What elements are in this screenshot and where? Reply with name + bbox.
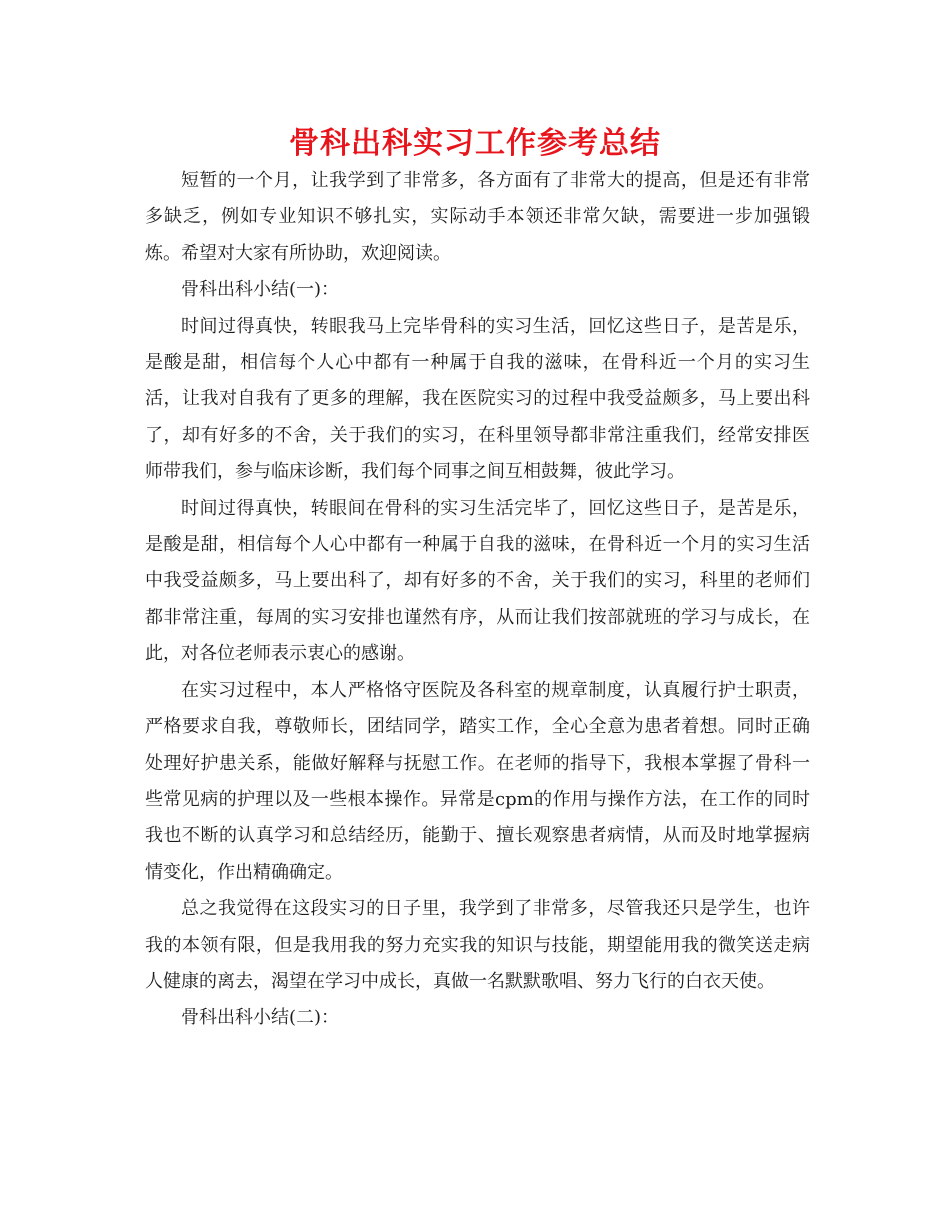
intro-paragraph: 短暂的一个月，让我学到了非常多，各方面有了非常大的提高，但是还有非常多缺乏，例如专业知识不够扎实，实际动手本领还非常欠缺，需要进一步加强锻炼。希望对大家有所协助，欢迎阅读。 [145, 170, 810, 264]
section-heading-2: 骨科出科小结(二)： [181, 1007, 340, 1029]
body-paragraph: 时间过得真快，转眼我马上完毕骨科的实习生活，回忆这些日子，是苦是乐，是酸是甜，相信每个人心中都有一种属于自我的滋味，在骨科近一个月的实习生活，让我对自我有了更多的理解，我在医院实习的过程中我受益颇多，马上要出科了，却有好多的不舍，关于我们的实习，在科里领导都非常注重我们，经常安排医师带我们，参与临床诊断，我们每个同事之间互相鼓舞，彼此学习。 [145, 315, 810, 483]
section-heading-1: 骨科出科小结(一)： [181, 279, 340, 301]
body-paragraph: 总之我觉得在这段实习的日子里，我学到了非常多，尽管我还只是学生，也许我的本领有限，但是我用我的努力充实我的知识与技能，期望能用我的微笑送走病人健康的离去，渴望在学习中成长，真做一名默默歌唱、努力飞行的白衣天使。 [145, 898, 810, 992]
document-title: 骨科出科实习工作参考总结 [289, 126, 661, 161]
body-paragraph: 时间过得真快，转眼间在骨科的实习生活完毕了，回忆这些日子，是苦是乐，是酸是甜，相信每个人心中都有一种属于自我的滋味，在骨科近一个月的实习生活中我受益颇多，马上要出科了，却有好多的不舍，关于我们的实习，科里的老师们都非常注重，每周的实习安排也谨然有序，从而让我们按部就班的学习与成长，在此，对各位老师表示衷心的感谢。 [145, 497, 810, 665]
document-body [145, 163, 810, 1037]
body-paragraph: 在实习过程中，本人严格恪守医院及各科室的规章制度，认真履行护士职责，严格要求自我，尊敬师长，团结同学，踏实工作，全心全意为患者着想。同时正确处理好护患关系，能做好解释与抚慰工作。在老师的指导下，我根本掌握了骨科一些常见病的护理以及一些根本操作。异常是cpm的作用与操作方法，在工作的同时我也不断的认真学习和总结经历，能勤于、擅长观察患者病情，从而及时地掌握病情变化，作出精确确定。 [145, 679, 810, 883]
